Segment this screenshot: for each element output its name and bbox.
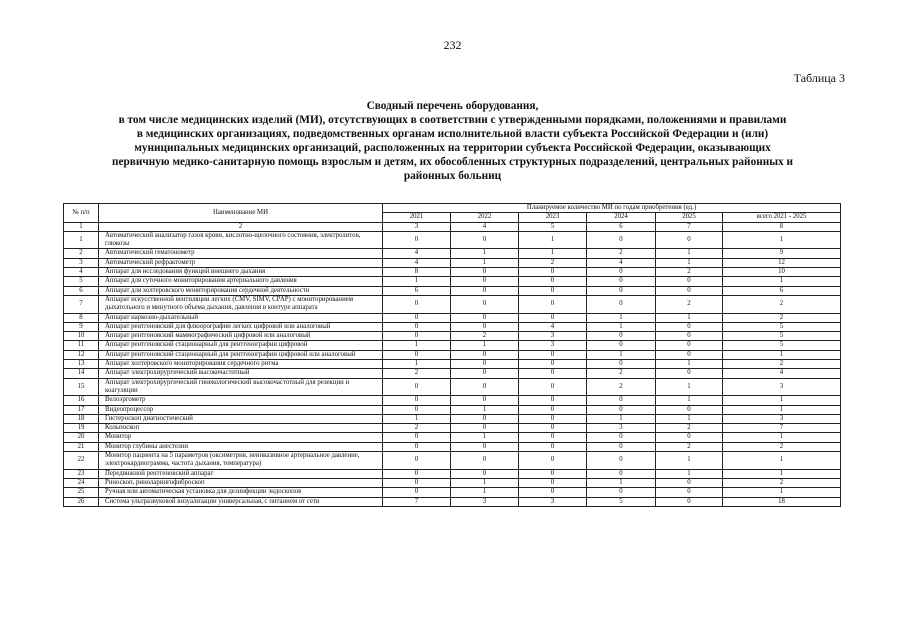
title-line: Сводный перечень оборудования,	[366, 100, 539, 112]
device-name: Монитор глубины анестезии	[99, 442, 383, 451]
row-number: 4	[64, 268, 99, 277]
quantity-cell: 1	[656, 378, 723, 396]
document-title	[40, 99, 865, 183]
quantity-cell: 1	[656, 249, 723, 258]
quantity-cell: 0	[383, 295, 451, 313]
quantity-cell: 3	[451, 497, 519, 506]
device-name: Аппарат для холтеровского мониторирования сердечной деятельности	[99, 286, 383, 295]
quantity-cell: 0	[519, 378, 587, 396]
quantity-cell: 0	[519, 414, 587, 423]
equipment-table	[63, 203, 841, 507]
page-number: 232	[443, 38, 462, 52]
total-cell: 1	[723, 488, 841, 497]
device-name: Аппарат наркозно-дыхательный	[99, 313, 383, 322]
device-name: Аппарат для суточного мониторирования артериального давления	[99, 277, 383, 286]
quantity-cell: 1	[587, 414, 656, 423]
column-number: 7	[656, 222, 723, 231]
quantity-cell: 1	[451, 405, 519, 414]
quantity-cell: 0	[383, 442, 451, 451]
row-number: 3	[64, 258, 99, 267]
quantity-cell: 1	[587, 478, 656, 487]
quantity-cell: 0	[383, 478, 451, 487]
total-cell: 7	[723, 424, 841, 433]
column-number: 5	[519, 222, 587, 231]
quantity-cell: 3	[519, 341, 587, 350]
quantity-cell: 0	[587, 488, 656, 497]
quantity-cell: 1	[383, 360, 451, 369]
quantity-cell: 0	[383, 433, 451, 442]
table-row	[64, 442, 841, 451]
table-row	[64, 268, 841, 277]
table-row	[64, 497, 841, 506]
table-row	[64, 332, 841, 341]
total-cell: 5	[723, 322, 841, 331]
device-name: Монитор пациента на 5 параметров (оксиметрия, неинвазивное артериальное давление, электрокардиограмма, частота дыхания, температура)	[99, 452, 383, 470]
quantity-cell: 2	[587, 249, 656, 258]
total-cell: 1	[723, 405, 841, 414]
quantity-cell: 2	[656, 424, 723, 433]
quantity-cell: 0	[587, 360, 656, 369]
table-row	[64, 249, 841, 258]
table-row	[64, 396, 841, 405]
total-cell: 2	[723, 478, 841, 487]
total-cell: 1	[723, 433, 841, 442]
quantity-cell: 0	[383, 350, 451, 359]
column-number: 8	[723, 222, 841, 231]
total-cell: 1	[723, 396, 841, 405]
quantity-cell: 1	[656, 414, 723, 423]
table-row	[64, 378, 841, 396]
quantity-cell: 1	[451, 341, 519, 350]
total-cell: 1	[723, 452, 841, 470]
quantity-cell: 0	[519, 313, 587, 322]
quantity-cell: 0	[383, 378, 451, 396]
header-year: 2025	[656, 213, 723, 222]
quantity-cell: 0	[451, 268, 519, 277]
quantity-cell: 0	[656, 478, 723, 487]
quantity-cell: 7	[383, 497, 451, 506]
total-cell: 4	[723, 369, 841, 378]
total-cell: 2	[723, 360, 841, 369]
quantity-cell: 1	[451, 249, 519, 258]
table-row	[64, 405, 841, 414]
quantity-cell: 0	[587, 396, 656, 405]
total-cell: 2	[723, 313, 841, 322]
quantity-cell: 0	[519, 488, 587, 497]
row-number: 2	[64, 249, 99, 258]
quantity-cell: 0	[656, 369, 723, 378]
row-number: 8	[64, 313, 99, 322]
table-row	[64, 469, 841, 478]
quantity-cell: 6	[383, 286, 451, 295]
quantity-cell: 0	[587, 405, 656, 414]
header-year: 2022	[451, 213, 519, 222]
table-row	[64, 322, 841, 331]
device-name: Видеопроцессор	[99, 405, 383, 414]
quantity-cell: 4	[519, 322, 587, 331]
quantity-cell: 1	[451, 258, 519, 267]
quantity-cell: 0	[451, 322, 519, 331]
quantity-cell: 0	[383, 452, 451, 470]
row-number: 19	[64, 424, 99, 433]
quantity-cell: 2	[383, 369, 451, 378]
quantity-cell: 0	[587, 442, 656, 451]
quantity-cell: 0	[383, 313, 451, 322]
row-number: 11	[64, 341, 99, 350]
row-number: 20	[64, 433, 99, 442]
column-number: 1	[64, 222, 99, 231]
device-name: Гистероскоп диагностический	[99, 414, 383, 423]
quantity-cell: 0	[451, 360, 519, 369]
column-number: 2	[99, 222, 383, 231]
quantity-cell: 0	[587, 286, 656, 295]
table-row	[64, 295, 841, 313]
table-row	[64, 277, 841, 286]
title-line: в том числе медицинских изделий (МИ), отсутствующих в соответствии с утвержденными порядками, положениями и правилами	[118, 114, 787, 126]
quantity-cell: 0	[587, 295, 656, 313]
row-number: 22	[64, 452, 99, 470]
table-row	[64, 414, 841, 423]
quantity-cell: 2	[656, 268, 723, 277]
quantity-cell: 2	[656, 295, 723, 313]
quantity-cell: 5	[587, 497, 656, 506]
quantity-cell: 0	[451, 231, 519, 249]
quantity-cell: 1	[587, 350, 656, 359]
total-cell: 6	[723, 286, 841, 295]
quantity-cell: 2	[656, 442, 723, 451]
row-number: 15	[64, 378, 99, 396]
total-cell: 2	[723, 442, 841, 451]
header-year: 2021	[383, 213, 451, 222]
row-number: 1	[64, 231, 99, 249]
total-cell: 1	[723, 350, 841, 359]
quantity-cell: 1	[451, 488, 519, 497]
quantity-cell: 0	[383, 231, 451, 249]
row-number: 26	[64, 497, 99, 506]
device-name: Аппарат рентгеновский для флюорографии легких цифровой или аналоговый	[99, 322, 383, 331]
device-name: Автоматический анализатор газов крови, кислотно-щелочного состояния, электролитов, глюкозы	[99, 231, 383, 249]
table-row	[64, 488, 841, 497]
header-year: 2024	[587, 213, 656, 222]
quantity-cell: 0	[656, 231, 723, 249]
total-cell: 5	[723, 341, 841, 350]
title-line: первичную медико-санитарную помощь взрослым и детям, их обособленных структурных подразделений, центральных районных и	[111, 156, 794, 168]
quantity-cell: 0	[383, 405, 451, 414]
table-row	[64, 369, 841, 378]
quantity-cell: 0	[451, 452, 519, 470]
quantity-cell: 0	[587, 231, 656, 249]
quantity-cell: 1	[656, 258, 723, 267]
quantity-cell: 0	[451, 378, 519, 396]
device-name: Велоэргометр	[99, 396, 383, 405]
total-cell: 3	[723, 378, 841, 396]
quantity-cell: 0	[383, 469, 451, 478]
quantity-cell: 0	[383, 332, 451, 341]
device-name: Кольпоскоп	[99, 424, 383, 433]
device-name: Автоматический гематонометр	[99, 249, 383, 258]
quantity-cell: 0	[519, 452, 587, 470]
table-row	[64, 424, 841, 433]
total-cell: 2	[723, 295, 841, 313]
quantity-cell: 0	[656, 350, 723, 359]
quantity-cell: 4	[383, 249, 451, 258]
quantity-cell: 1	[587, 322, 656, 331]
total-cell: 9	[723, 249, 841, 258]
device-name: Аппарат рентгеновский стационарный для рентгенографии цифровой	[99, 341, 383, 350]
quantity-cell: 0	[451, 424, 519, 433]
quantity-cell: 1	[656, 452, 723, 470]
quantity-cell: 0	[587, 268, 656, 277]
device-name: Аппарат для исследования функций внешнего дыхания	[99, 268, 383, 277]
device-name: Аппарат электрохирургический гинекологический высокочастотный для резекции и коагуляции	[99, 378, 383, 396]
table-row	[64, 452, 841, 470]
quantity-cell: 4	[383, 258, 451, 267]
table-row	[64, 350, 841, 359]
quantity-cell: 2	[451, 332, 519, 341]
quantity-cell: 0	[519, 369, 587, 378]
quantity-cell: 1	[383, 341, 451, 350]
quantity-cell: 3	[587, 424, 656, 433]
quantity-cell: 0	[519, 469, 587, 478]
quantity-cell: 0	[519, 433, 587, 442]
row-number: 12	[64, 350, 99, 359]
quantity-cell: 1	[656, 360, 723, 369]
row-number: 7	[64, 295, 99, 313]
quantity-cell: 2	[383, 424, 451, 433]
device-name: Аппарат электрохирургический высокочастотный	[99, 369, 383, 378]
row-number: 9	[64, 322, 99, 331]
quantity-cell: 3	[519, 332, 587, 341]
row-number: 5	[64, 277, 99, 286]
quantity-cell: 0	[451, 396, 519, 405]
quantity-cell: 0	[656, 497, 723, 506]
quantity-cell: 8	[383, 268, 451, 277]
device-name: Аппарат искусственной вентиляции легких (CMV, SIMV, CPAP) с мониторированием дыхательного и минутного объема дыхания, давления в контуре аппарата	[99, 295, 383, 313]
row-number: 6	[64, 286, 99, 295]
quantity-cell: 0	[519, 424, 587, 433]
quantity-cell: 0	[519, 277, 587, 286]
total-cell: 10	[723, 268, 841, 277]
device-name: Передвижной рентгеновский аппарат	[99, 469, 383, 478]
quantity-cell: 0	[519, 396, 587, 405]
quantity-cell: 0	[587, 341, 656, 350]
quantity-cell: 4	[587, 258, 656, 267]
header-planned-quantity: Планируемое количество МИ по годам приобретения (ед.)	[383, 204, 841, 213]
quantity-cell: 0	[451, 313, 519, 322]
quantity-cell: 0	[519, 350, 587, 359]
table-row	[64, 341, 841, 350]
quantity-cell: 0	[451, 469, 519, 478]
quantity-cell: 0	[656, 286, 723, 295]
quantity-cell: 0	[656, 341, 723, 350]
total-cell: 5	[723, 332, 841, 341]
quantity-cell: 1	[587, 313, 656, 322]
quantity-cell: 0	[383, 396, 451, 405]
row-number: 18	[64, 414, 99, 423]
quantity-cell: 1	[519, 249, 587, 258]
column-number: 4	[451, 222, 519, 231]
quantity-cell: 2	[587, 369, 656, 378]
device-name: Монитор	[99, 433, 383, 442]
total-cell: 3	[723, 414, 841, 423]
header-year: 2023	[519, 213, 587, 222]
device-name: Аппарат холтеровского мониторирования сердечного ритма	[99, 360, 383, 369]
quantity-cell: 0	[383, 488, 451, 497]
quantity-cell: 1	[451, 478, 519, 487]
header-number: № п/п	[64, 204, 99, 223]
column-number: 6	[587, 222, 656, 231]
quantity-cell: 0	[519, 405, 587, 414]
quantity-cell: 0	[519, 295, 587, 313]
quantity-cell: 0	[451, 350, 519, 359]
device-name: Аппарат рентгеновский маммографический цифровой или аналоговый	[99, 332, 383, 341]
row-number: 14	[64, 369, 99, 378]
quantity-cell: 0	[451, 295, 519, 313]
column-number: 3	[383, 222, 451, 231]
quantity-cell: 1	[656, 396, 723, 405]
quantity-cell: 0	[451, 369, 519, 378]
quantity-cell: 0	[587, 277, 656, 286]
header-total: всего 2021 - 2025	[723, 213, 841, 222]
quantity-cell: 0	[656, 322, 723, 331]
total-cell: 12	[723, 258, 841, 267]
quantity-cell: 0	[587, 332, 656, 341]
header-name: Наименование МИ	[99, 204, 383, 223]
quantity-cell: 1	[656, 313, 723, 322]
title-line: в медицинских организациях, подведомственных органам исполнительной власти субъекта Российской Федерации и (или)	[136, 128, 769, 140]
quantity-cell: 0	[451, 442, 519, 451]
quantity-cell: 0	[451, 414, 519, 423]
quantity-cell: 0	[519, 268, 587, 277]
quantity-cell: 0	[451, 286, 519, 295]
quantity-cell: 0	[519, 478, 587, 487]
table-row	[64, 360, 841, 369]
quantity-cell: 1	[451, 433, 519, 442]
quantity-cell: 1	[383, 277, 451, 286]
row-number: 16	[64, 396, 99, 405]
quantity-cell: 1	[656, 469, 723, 478]
quantity-cell: 0	[451, 277, 519, 286]
table-row	[64, 286, 841, 295]
table-label: Таблица 3	[793, 71, 845, 85]
device-name: Риноскоп, риноларингофиброскоп	[99, 478, 383, 487]
quantity-cell: 0	[587, 433, 656, 442]
quantity-cell: 2	[587, 378, 656, 396]
quantity-cell: 3	[519, 497, 587, 506]
device-name: Система ультразвуковой визуализации универсальная, с питанием от сети	[99, 497, 383, 506]
quantity-cell: 0	[519, 442, 587, 451]
title-line: муниципальных медицинских организаций, расположенных на территории субъекта Российской Федерации, оказывающих	[134, 142, 771, 154]
quantity-cell: 0	[519, 286, 587, 295]
total-cell: 1	[723, 469, 841, 478]
quantity-cell: 2	[519, 258, 587, 267]
total-cell: 18	[723, 497, 841, 506]
quantity-cell: 1	[383, 414, 451, 423]
table-row	[64, 313, 841, 322]
row-number: 24	[64, 478, 99, 487]
table-row	[64, 258, 841, 267]
quantity-cell: 0	[656, 488, 723, 497]
device-name: Автоматический рефрактометр	[99, 258, 383, 267]
table-row	[64, 478, 841, 487]
quantity-cell: 0	[383, 322, 451, 331]
quantity-cell: 0	[587, 452, 656, 470]
quantity-cell: 0	[519, 360, 587, 369]
device-name: Аппарат рентгеновский стационарный для рентгенографии цифровой или аналоговый	[99, 350, 383, 359]
row-number: 21	[64, 442, 99, 451]
device-name: Ручная или автоматическая установка для дезинфекции эндоскопов	[99, 488, 383, 497]
title-line: районных больниц	[403, 170, 502, 182]
quantity-cell: 0	[656, 405, 723, 414]
total-cell: 1	[723, 231, 841, 249]
row-number: 23	[64, 469, 99, 478]
quantity-cell: 0	[656, 433, 723, 442]
row-number: 13	[64, 360, 99, 369]
table-row	[64, 433, 841, 442]
quantity-cell: 0	[656, 332, 723, 341]
quantity-cell: 1	[519, 231, 587, 249]
row-number: 25	[64, 488, 99, 497]
quantity-cell: 0	[656, 277, 723, 286]
total-cell: 1	[723, 277, 841, 286]
quantity-cell: 0	[587, 469, 656, 478]
row-number: 10	[64, 332, 99, 341]
row-number: 17	[64, 405, 99, 414]
table-row	[64, 231, 841, 249]
